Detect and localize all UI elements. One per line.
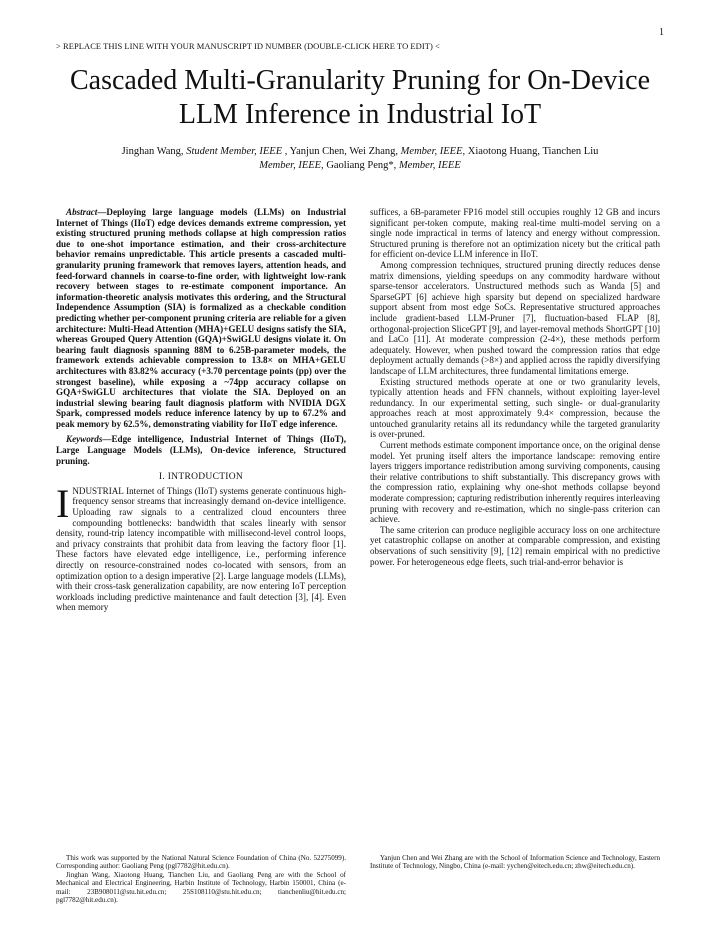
footnote-left <box>56 854 346 904</box>
intro-paragraph-4: Current methods estimate component importance once, on the original dense model. Yet pruning itself alters the importance landscape: removing entire layers triggers importance redistribution among surviving components, causing their relative contributions to shift substantially. This discrepancy grows with the compression ratio, explaining why one-shot methods collapse beyond moderate compression; capturing redistribution inherently requires interleaving pruning with recovery and re-estimation, which no single-pass criterion can achieve. <box>370 440 660 525</box>
abstract-label: Abstract <box>66 207 98 217</box>
intro-paragraph-1 <box>56 480 346 613</box>
author-1-role: Student Member, IEEE <box>186 146 283 157</box>
drop-cap: I <box>56 480 70 526</box>
keywords <box>56 434 346 466</box>
author-4-name: Gaoliang Peng*, <box>323 160 399 171</box>
section-heading-introduction: I. INTRODUCTION <box>158 472 244 483</box>
author-2-role: Member, IEEE, <box>400 146 466 157</box>
intro-paragraph-1-text: NDUSTRIAL Internet of Things (IIoT) systems generate continuous high-frequency sensor streams that increasingly demand on-device intelligence. Uploading raw signals to a centralized cloud encounters three compounding bottlenecks: bandwidth that scales linearly with sensor density, round-trip latency incompatible with millisecond-level control loops, and privacy constraints that prohibit data from leaving the factory floor [1]. These factors have elevated edge intelligence, i.e., performing inference directly on resource-constrained nodes co-located with sensors, from an optimization option to a design imperative [2]. Large language models (LLMs), with their cross-task generalization capability, are now entering IoT perception workloads including predictive maintenance and fault detection [3], [4]. Even when memory <box>56 485 346 613</box>
left-column <box>56 207 346 613</box>
intro-paragraph-1-continued: suffices, a 6B-parameter FP16 model still occupies roughly 12 GB and incurs significant per-token compute, making real-time multi-model serving on a single node impractical in terms of latency and energy without compression. Structured pruning is therefore not an optimization nicety but the critical path for efficient on-device LLM inference in IIoT. <box>370 207 660 260</box>
paper-title <box>0 64 720 132</box>
intro-paragraph-3: Existing structured methods operate at one or two granularity levels, typically attention heads and FFN channels, without exploiting layer-level redundancy. In our experimental setting, such single- or dual-granularity approaches reach at most approximately 9.4× compression, because the untouched granularity retains all its redundancy while the targeted granularity is over-pruned. <box>370 376 660 440</box>
author-4-role: Member, IEEE <box>398 160 461 171</box>
footnote-right <box>370 854 660 871</box>
author-list <box>56 145 664 173</box>
title-line-2: LLM Inference in Industrial IoT <box>178 99 542 130</box>
manuscript-id-placeholder[interactable]: > REPLACE THIS LINE WITH YOUR MANUSCRIPT ID NUMBER (DOUBLE-CLICK HERE TO EDIT) < <box>56 41 440 51</box>
abstract-text: —Deploying large language models (LLMs) on Industrial Internet of Things (IIoT) edge devices demands extreme compression, yet existing structured pruning methods collapse at high compression ratios due to one-shot importance estimation, and their cross-architecture behavior remains unpredictable. This article presents a cascaded multi-granularity pruning framework that removes layers, attention heads, and feed-forward channels in coarse-to-fine order, with lightweight low-rank recovery between stages to re-estimate component importance. An information-theoretic analysis motivates this ordering, and the Structural Independence Assumption (SIA) is formalized as a checkable condition predicting whether per-component pruning criteria are reliable for a given architecture: Multi-Head Attention (MHA)+GELU designs satisfy the SIA, whereas Grouped Query Attention (GQA)+SwiGLU designs violate it. On bearing fault diagnosis spanning 88M to 6.25B-parameter models, the framework extends achievable compression to 13.8× on MHA+GELU architectures with 83.82% accuracy (+3.70 percentage points (pp) over the strongest baseline), while exposing a ~74pp accuracy collapse on GQA+SwiGLU architectures that violate the SIA. Deployed on an industrial slewing bearing fault diagnosis platform with NVIDIA DGX Spark, compressed models reduce inference latency by up to 67.2% and peak memory by 62.5%, demonstrating viability for IIoT edge inference. <box>56 207 346 429</box>
intro-paragraph-2: Among compression techniques, structured pruning directly reduces dense matrix dimensions, yielding speedups on any commodity hardware without sparse-tensor accelerators. Unstructured methods such as Wanda [5] and SparseGPT [6] achieve high sparsity but depend on specialized hardware support absent from most edge SoCs. Representative structured approaches include gradient-based LLM-Pruner [7], fluctuation-based FLAP [8], orthogonal-projection SliceGPT [9], and layer-removal methods ShortGPT [10] and LaCo [11]. At moderate compression (2-4×), these methods perform adequately. However, when pushed toward the compression ratios that edge deployment actually demands (>8×) and applied across the rapidly diversifying landscape of LLM architectures, three fundamental limitations emerge. <box>370 259 660 376</box>
keywords-text: —Edge intelligence, Industrial Internet of Things (IIoT), Large Language Models (LLMs), On-device inference, Structured pruning. <box>56 434 346 466</box>
keywords-label: Keywords <box>66 434 103 445</box>
right-column <box>370 207 660 567</box>
abstract <box>56 207 346 429</box>
page-number: 1 <box>659 27 664 38</box>
author-2-name: , Yanjun Chen, Wei Zhang, <box>282 146 401 157</box>
title-line-1: Cascaded Multi-Granularity Pruning for On-Device <box>69 65 651 96</box>
funding-footnote: This work was supported by the National Natural Science Foundation of China (No. 52275099). Corresponding author: Gaoliang Peng (pgl7782@hit.edu.cn). <box>56 854 346 871</box>
affiliation-footnote-2: Yanjun Chen and Wei Zhang are with the School of Information Science and Technology, Eastern Institute of Technology, Ningbo, China (e-mail: yychen@eitech.edu.cn; zhw@eitech.edu.cn). <box>370 854 660 871</box>
intro-paragraph-5: The same criterion can produce negligible accuracy loss on one architecture yet catastrophic collapse on another at comparable compression, and existing observations of such sensitivity [9], [12] remain empirical with no predictive power. For heterogeneous edge fleets, such trial-and-error behavior is <box>370 524 660 567</box>
author-3-role: Member, IEEE, <box>259 160 324 171</box>
affiliation-footnote-1: Jinghan Wang, Xiaotong Huang, Tianchen Liu, and Gaoliang Peng are with the School of Mechanical and Electrical Engineering, Harbin Institute of Technology, Harbin 150001, China (e-mail: 23B908011@stu.hit.edu.cn; 25S108110@stu.hit.edu.cn; tianchenliu@hit.edu.cn; pgl7782@hit.edu.cn). <box>56 870 346 905</box>
author-3-name: Xiaotong Huang, Tianchen Liu <box>465 146 599 157</box>
author-1-name: Jinghan Wang, <box>121 146 187 157</box>
